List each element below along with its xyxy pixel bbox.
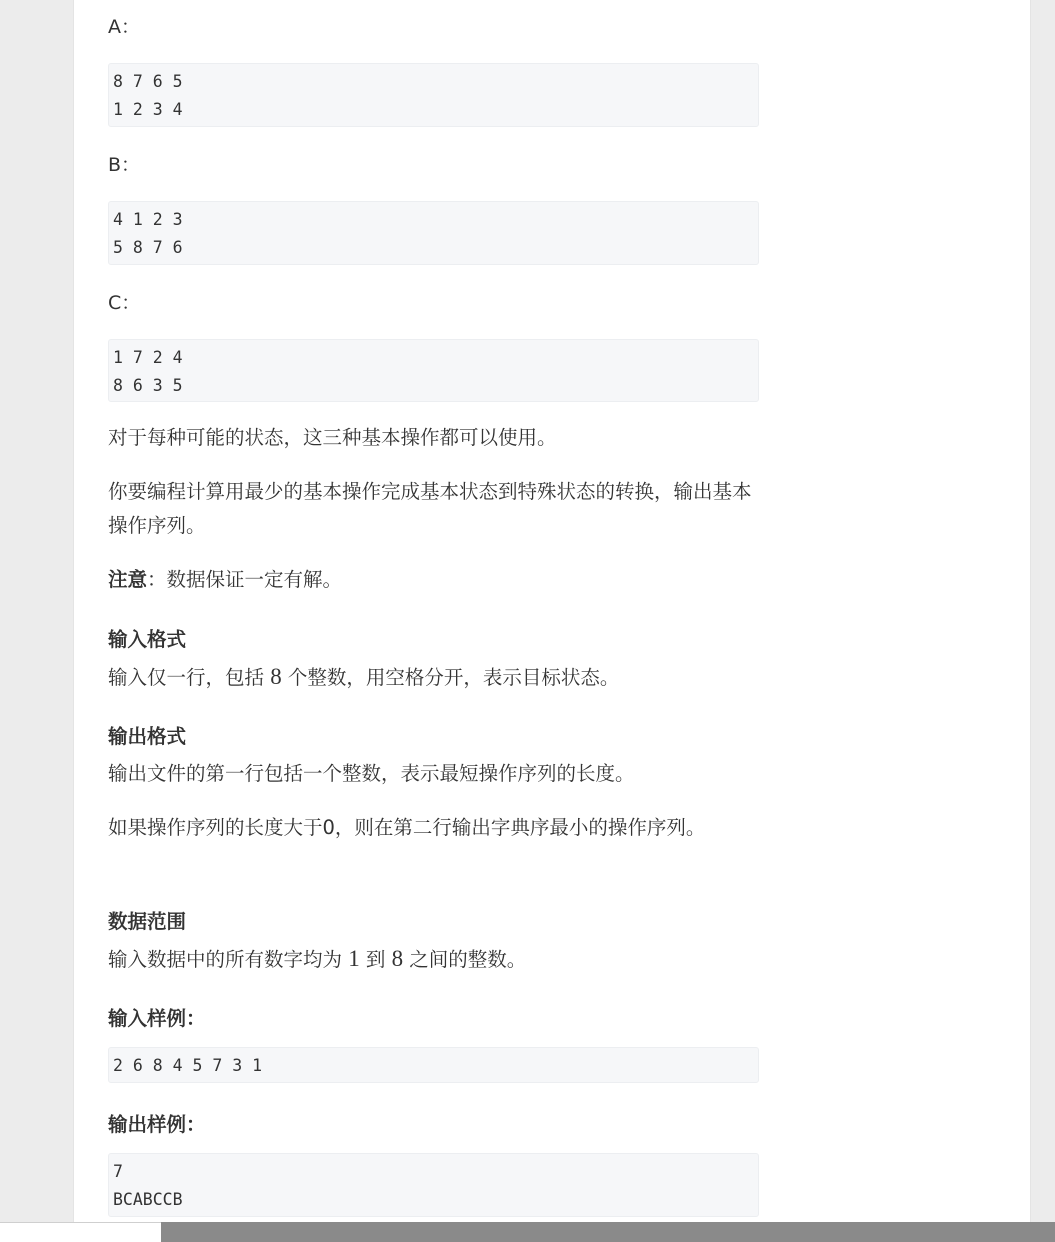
note-paragraph (108, 563, 768, 597)
input-format-text-b: 个整数，用空格分开，表示目标状态。 (281, 666, 620, 689)
op-b-code-block: 4 1 2 3 5 8 7 6 (108, 201, 759, 265)
input-format-text-a: 输入仅一行，包括 (108, 666, 271, 689)
data-range-heading: 数据范围 (108, 910, 187, 933)
input-format-number: 8 (270, 664, 282, 689)
op-a-label: A： (108, 16, 140, 38)
data-range-text (108, 942, 768, 977)
scrollbar-track-left[interactable] (0, 1222, 161, 1242)
sample-output-heading: 输出样例： (108, 1113, 206, 1136)
usage-paragraph: 对于每种可能的状态，这三种基本操作都可以使用。 (108, 426, 557, 449)
output-format-line2: 如果操作序列的长度大于0，则在第二行输出字典序最小的操作序列。 (108, 816, 706, 839)
problem-card (73, 0, 1031, 1222)
op-b-label: B： (108, 154, 141, 176)
output-format-heading: 输出格式 (108, 725, 187, 748)
input-format-heading: 输入格式 (108, 628, 187, 651)
data-range-num2: 8 (391, 946, 404, 971)
data-range-num1: 1 (348, 946, 360, 971)
op-c-label: C： (108, 292, 141, 314)
note-bold-label: 注意 (108, 568, 148, 591)
horizontal-scrollbar[interactable] (0, 1222, 1055, 1242)
op-c-code-block: 1 7 2 4 8 6 3 5 (108, 339, 759, 402)
data-range-text-b: 到 (359, 948, 392, 971)
input-format-text (108, 660, 768, 695)
sample-input-heading: 输入样例： (108, 1007, 206, 1030)
data-range-text-a: 输入数据中的所有数字均为 (108, 948, 349, 971)
sample-output-code-block: 7 BCABCCB (108, 1153, 759, 1217)
task-paragraph: 你要编程计算用最少的基本操作完成基本状态到特殊状态的转换，输出基本操作序列。 (108, 480, 752, 537)
sample-input-code-block: 2 6 8 4 5 7 3 1 (108, 1047, 759, 1083)
note-text: ：数据保证一定有解。 (147, 568, 343, 591)
op-a-code-block: 8 7 6 5 1 2 3 4 (108, 63, 759, 127)
data-range-text-c: 之间的整数。 (403, 948, 527, 971)
output-format-line1: 输出文件的第一行包括一个整数，表示最短操作序列的长度。 (108, 762, 635, 785)
